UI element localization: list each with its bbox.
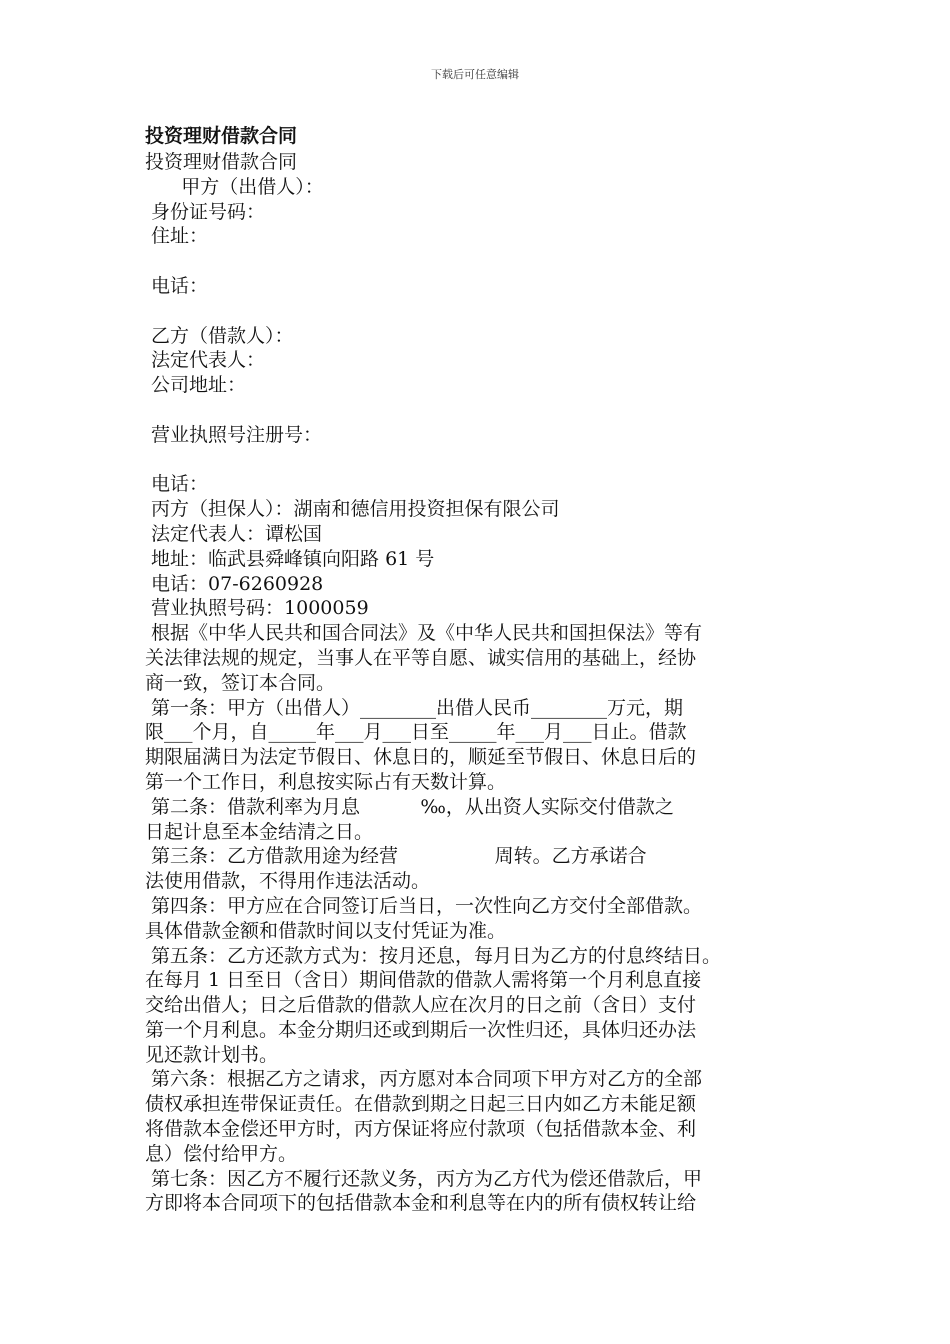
text-line: 法定代表人：谭松国 <box>145 522 323 545</box>
text-line: 第五条：乙方还款方式为：按月还息，每月日为乙方的付息终结日。 <box>145 944 722 967</box>
text-line: 方即将本合同项下的包括借款本金和利息等在内的所有债权转让给 <box>145 1192 697 1215</box>
text-line: 地址：临武县舜峰镇向阳路 61 号 <box>145 547 435 570</box>
text-line: 甲方（出借人）： <box>145 175 324 198</box>
page-header: 下载后可任意编辑 <box>431 68 519 81</box>
text-line: 电话：07-6260928 <box>145 572 324 595</box>
text-line: 期限届满日为法定节假日、休息日的，顺延至节假日、休息日后的 <box>145 746 697 769</box>
text-line: 在每月 1 日至日（含日）期间借款的借款人需将第一个月利息直接 <box>145 969 702 992</box>
text-line: 见还款计划书。 <box>145 1043 279 1066</box>
text-line: 第三条：乙方借款用途为经营 周转。乙方承诺合 <box>145 845 647 868</box>
text-line: 第六条：根据乙方之请求，丙方愿对本合同项下甲方对乙方的全部 <box>145 1068 703 1091</box>
text-line: 法定代表人： <box>145 349 266 372</box>
text-line: 息）偿付给甲方。 <box>145 1142 298 1165</box>
blank-line <box>145 398 935 423</box>
text-line: 第四条：甲方应在合同签订后当日，一次性向乙方交付全部借款。 <box>145 894 703 917</box>
text-line: 住址： <box>145 225 209 248</box>
text-line: 电话： <box>145 473 209 496</box>
text-line: 营业执照号注册号： <box>145 423 323 446</box>
text-line: 第二条：借款利率为月息 ‰，从出资人实际交付借款之 <box>145 795 674 818</box>
text-line: 日起计息至本金结清之日。 <box>145 820 374 843</box>
text-line: 乙方（借款人）： <box>145 324 294 347</box>
text-line: 商一致，签订本合同。 <box>145 671 336 694</box>
blank-line <box>145 249 935 274</box>
text-line: 将借款本金偿还甲方时，丙方保证将应付款项（包括借款本金、利 <box>145 1118 697 1141</box>
body-lines <box>145 150 935 1216</box>
text-line: 根据《中华人民共和国合同法》及《中华人民共和国担保法》等有 <box>145 622 703 645</box>
text-line: 关法律法规的规定，当事人在平等自愿、诚实信用的基础上，经协 <box>145 646 697 669</box>
text-line: 具体借款金额和借款时间以支付凭证为准。 <box>145 919 507 942</box>
text-line: 投资理财借款合同 <box>145 151 298 173</box>
text-line: 公司地址： <box>145 374 247 397</box>
text-line: 第一个月利息。本金分期归还或到期后一次性归还，具体归还办法 <box>145 1018 697 1041</box>
text-line: 限___个月，自_____年___月___日至_____年___月___日止。借款 <box>145 721 687 744</box>
text-line: 电话： <box>145 274 209 297</box>
text-line: 营业执照号码：1000059 <box>145 597 369 620</box>
document-body <box>145 124 935 1216</box>
text-line: 身份证号码： <box>145 200 266 223</box>
text-line: 第一个工作日，利息按实际占有天数计算。 <box>145 770 507 793</box>
text-line: 债权承担连带保证责任。在借款到期之日起三日内如乙方未能足额 <box>145 1093 697 1116</box>
text-line: 法使用借款，不得用作违法活动。 <box>145 870 431 893</box>
document-title: 投资理财借款合同 <box>145 125 298 147</box>
text-line: 第七条：因乙方不履行还款义务，丙方为乙方代为偿还借款后，甲 <box>145 1167 703 1190</box>
blank-line <box>145 448 935 473</box>
text-line: 交给出借人；日之后借款的借款人应在次月的日之前（含日）支付 <box>145 994 697 1017</box>
text-line: 第一条：甲方（出借人）________出借人民币________万元，期 <box>145 696 684 719</box>
text-line: 丙方（担保人）：湖南和德信用投资担保有限公司 <box>145 498 560 521</box>
blank-line <box>145 299 935 324</box>
